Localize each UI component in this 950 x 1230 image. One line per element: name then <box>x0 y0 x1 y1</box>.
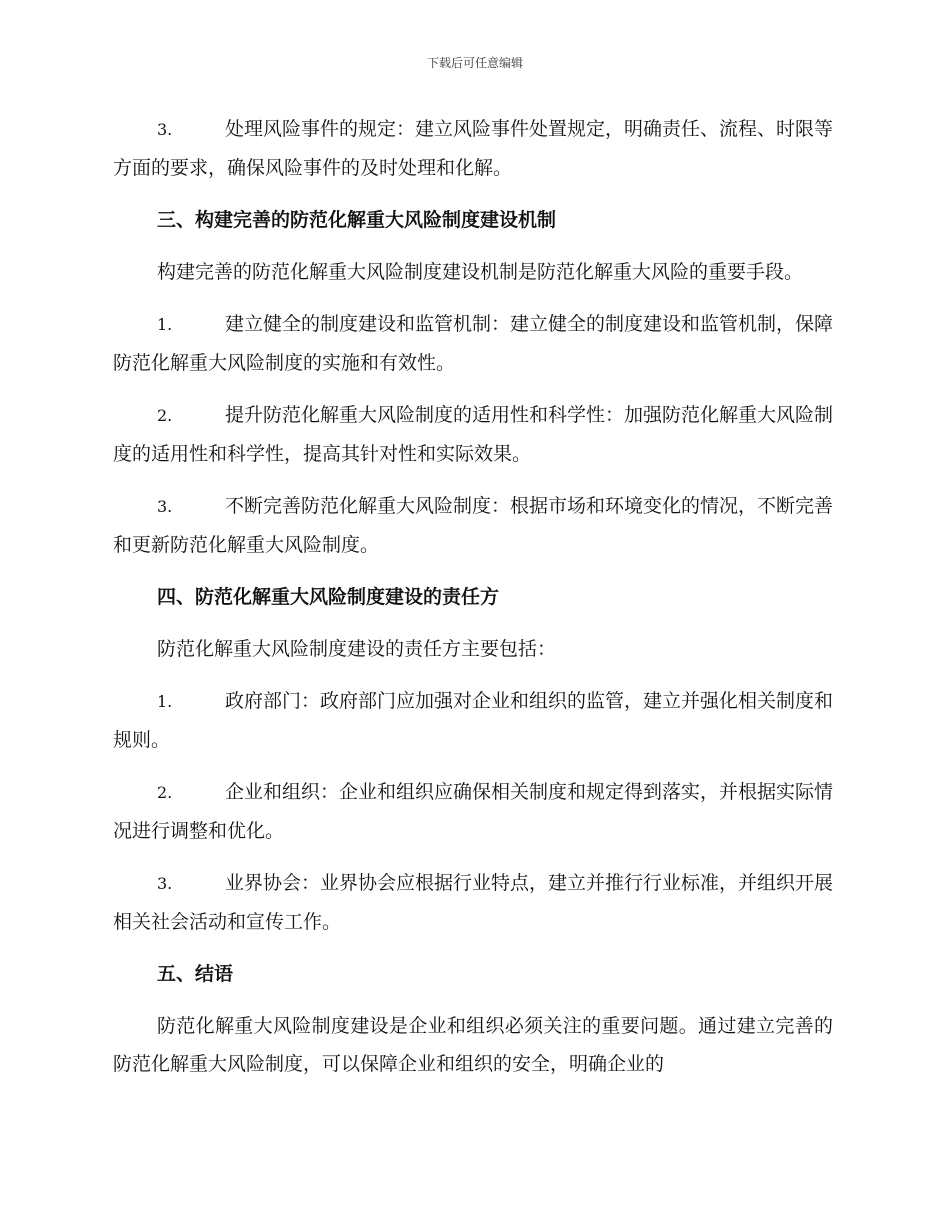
list-item <box>113 305 833 382</box>
list-item-number: 1. <box>157 692 173 711</box>
list-item-text: 政府部门：政府部门应加强对企业和组织的监管，建立并强化相关制度和规则。 <box>113 690 834 751</box>
list-item <box>113 773 833 850</box>
list-item <box>113 682 833 759</box>
list-item-text: 企业和组织：企业和组织应确保相关制度和规定得到落实，并根据实际情况进行调整和优化。 <box>113 781 834 842</box>
paragraph: 构建完善的防范化解重大风险制度建设机制是防范化解重大风险的重要手段。 <box>157 261 804 283</box>
list-item-text: 建立健全的制度建设和监管机制：建立健全的制度建设和监管机制，保障防范化解重大风险制度的实施和有效性。 <box>113 313 834 374</box>
paragraph: 防范化解重大风险制度建设是企业和组织必须关注的重要问题。通过建立完善的防范化解重大风险制度，可以保障企业和组织的安全，明确企业的 <box>113 1015 833 1075</box>
list-item-text: 处理风险事件的规定：建立风险事件处置规定，明确责任、流程、时限等方面的要求，确保风险事件的及时处理和化解。 <box>113 118 834 179</box>
list-item <box>113 487 833 564</box>
list-item-text: 提升防范化解重大风险制度的适用性和科学性：加强防范化解重大风险制度的适用性和科学性，提高其针对性和实际效果。 <box>113 404 834 465</box>
list-item-number: 2. <box>157 406 173 425</box>
list-item <box>113 110 833 187</box>
list-item-number: 2. <box>157 783 173 802</box>
section-heading: 四、防范化解重大风险制度建设的责任方 <box>157 586 500 608</box>
list-item-number: 1. <box>157 315 173 334</box>
page-header: 下载后可任意编辑 <box>426 56 523 70</box>
list-item-number: 3. <box>157 120 173 139</box>
list-item <box>113 396 833 473</box>
list-item-number: 3. <box>157 874 173 893</box>
list-item-text: 不断完善防范化解重大风险制度：根据市场和环境变化的情况，不断完善和更新防范化解重大风险制度。 <box>113 495 834 556</box>
list-item-text: 业界协会：业界协会应根据行业特点，建立并推行行业标准，并组织开展相关社会活动和宣传工作。 <box>113 872 834 933</box>
list-item <box>113 864 833 941</box>
list-item-number: 3. <box>157 497 173 516</box>
section-heading: 五、结语 <box>157 963 234 985</box>
paragraph: 防范化解重大风险制度建设的责任方主要包括： <box>157 638 557 660</box>
section-heading: 三、构建完善的防范化解重大风险制度建设机制 <box>157 209 557 231</box>
document-body <box>113 110 833 1097</box>
